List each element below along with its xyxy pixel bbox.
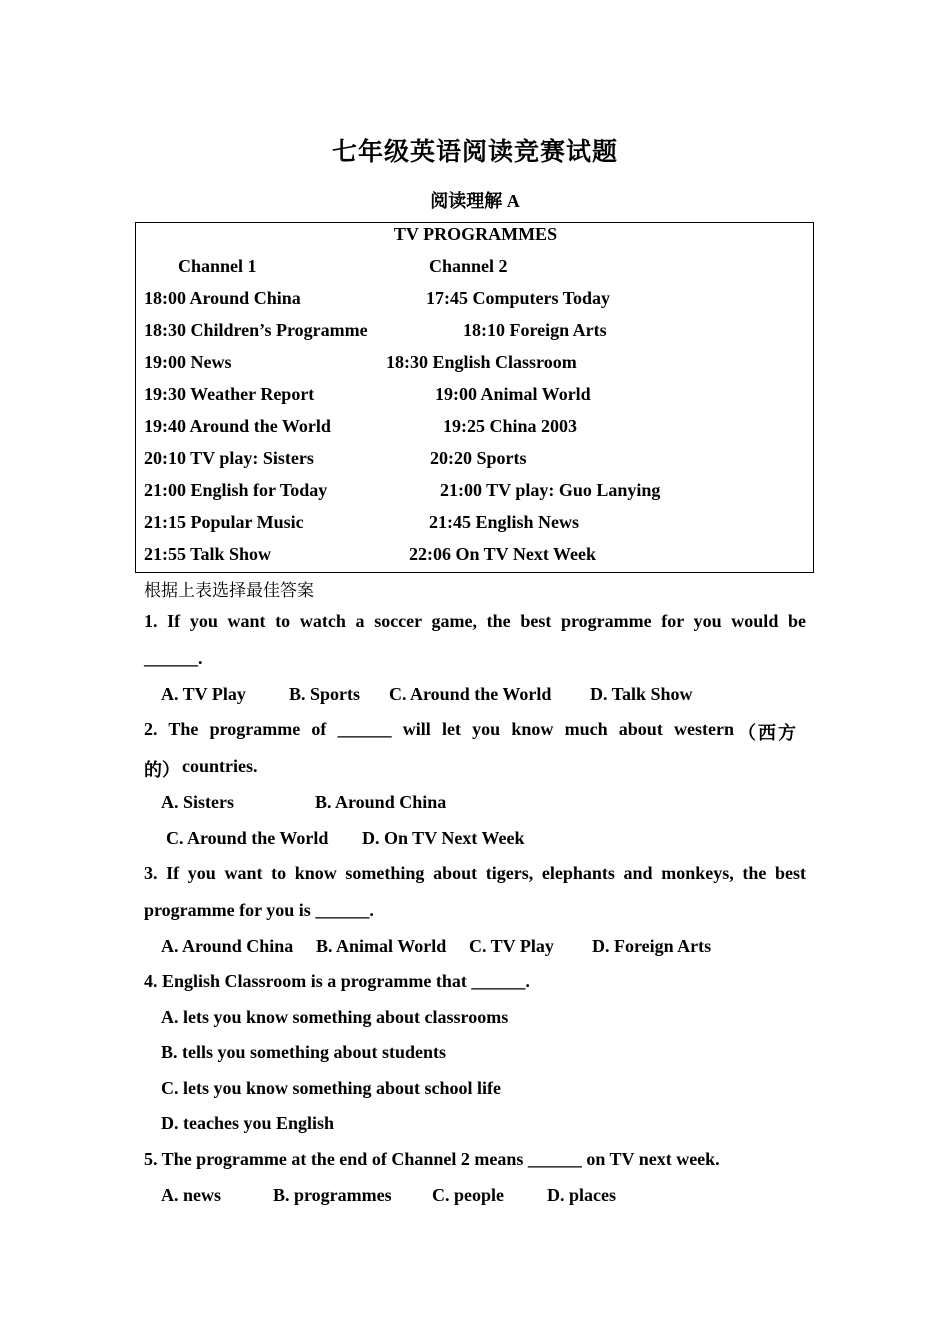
q1-option-a: A. TV Play — [161, 684, 246, 704]
instruction: 根据上表选择最佳答案 — [144, 581, 314, 601]
page-title: 七年级英语阅读竞赛试题 — [331, 137, 618, 166]
ch2-row: 19:00 Animal World — [435, 384, 591, 404]
channel-2-label: Channel 2 — [429, 256, 508, 276]
ch1-row: 21:55 Talk Show — [144, 544, 272, 564]
q3-option-b: B. Animal World — [316, 936, 447, 956]
q2-option-c: C. Around the World — [166, 828, 329, 848]
question-2-cn-note-end: 的） — [144, 760, 180, 781]
section-heading: 阅读理解 A — [430, 191, 520, 211]
question-1-blank: ______. — [144, 648, 203, 668]
q3-option-d: D. Foreign Arts — [592, 936, 712, 956]
ch1-row: 21:15 Popular Music — [144, 512, 304, 532]
question-4-text: 4. English Classroom is a programme that ______. — [144, 971, 530, 991]
ch2-row: 20:20 Sports — [430, 448, 527, 468]
ch2-row: 18:10 Foreign Arts — [463, 320, 607, 340]
q4-option-b: B. tells you something about students — [161, 1042, 447, 1062]
q5-option-a: A. news — [161, 1185, 222, 1205]
q1-option-b: B. Sports — [289, 684, 361, 704]
ch1-row: 20:10 TV play: Sisters — [144, 448, 314, 468]
channel-1-label: Channel 1 — [178, 256, 257, 276]
tv-programmes-table — [135, 222, 814, 573]
ch1-row: 18:30 Children’s Programme — [144, 320, 368, 340]
q1-option-d: D. Talk Show — [590, 684, 693, 704]
ch1-row: 21:00 English for Today — [144, 480, 328, 500]
ch1-row: 19:30 Weather Report — [144, 384, 315, 404]
question-1-text: 1. If you want to watch a soccer game, the best programme for you would be — [144, 611, 806, 631]
tv-table-heading: TV PROGRAMMES — [393, 224, 558, 244]
ch2-row: 18:30 English Classroom — [386, 352, 577, 372]
ch2-row: 21:00 TV play: Guo Lanying — [440, 480, 661, 500]
ch2-row: 19:25 China 2003 — [443, 416, 578, 436]
q4-option-a: A. lets you know something about classrooms — [161, 1007, 509, 1027]
q3-option-c: C. TV Play — [469, 936, 554, 956]
q3-option-a: A. Around China — [161, 936, 294, 956]
q4-option-c: C. lets you know something about school life — [161, 1078, 502, 1098]
question-2-text: 2. The programme of ______ will let you know much about western — [144, 719, 734, 739]
ch1-row: 19:00 News — [144, 352, 232, 372]
ch2-row: 17:45 Computers Today — [426, 288, 611, 308]
q5-option-b: B. programmes — [273, 1185, 392, 1205]
q1-option-c: C. Around the World — [389, 684, 552, 704]
ch1-row: 19:40 Around the World — [144, 416, 331, 436]
q2-option-b: B. Around China — [315, 792, 447, 812]
q2-option-a: A. Sisters — [161, 792, 234, 812]
ch2-row: 21:45 English News — [429, 512, 580, 532]
question-3-text: 3. If you want to know something about tigers, elephants and monkeys, the best — [144, 863, 806, 883]
ch1-row: 18:00 Around China — [144, 288, 301, 308]
q5-option-d: D. places — [547, 1185, 616, 1205]
question-3-text-end: programme for you is ______. — [144, 900, 374, 920]
ch2-row: 22:06 On TV Next Week — [409, 544, 597, 564]
q2-option-d: D. On TV Next Week — [362, 828, 525, 848]
question-2-text-end: countries. — [182, 756, 258, 776]
question-5-text: 5. The programme at the end of Channel 2 means ______ on TV next week. — [144, 1149, 720, 1169]
question-2-cn-note: （西方 — [738, 723, 798, 744]
q4-option-d: D. teaches you English — [161, 1113, 335, 1133]
q5-option-c: C. people — [432, 1185, 504, 1205]
